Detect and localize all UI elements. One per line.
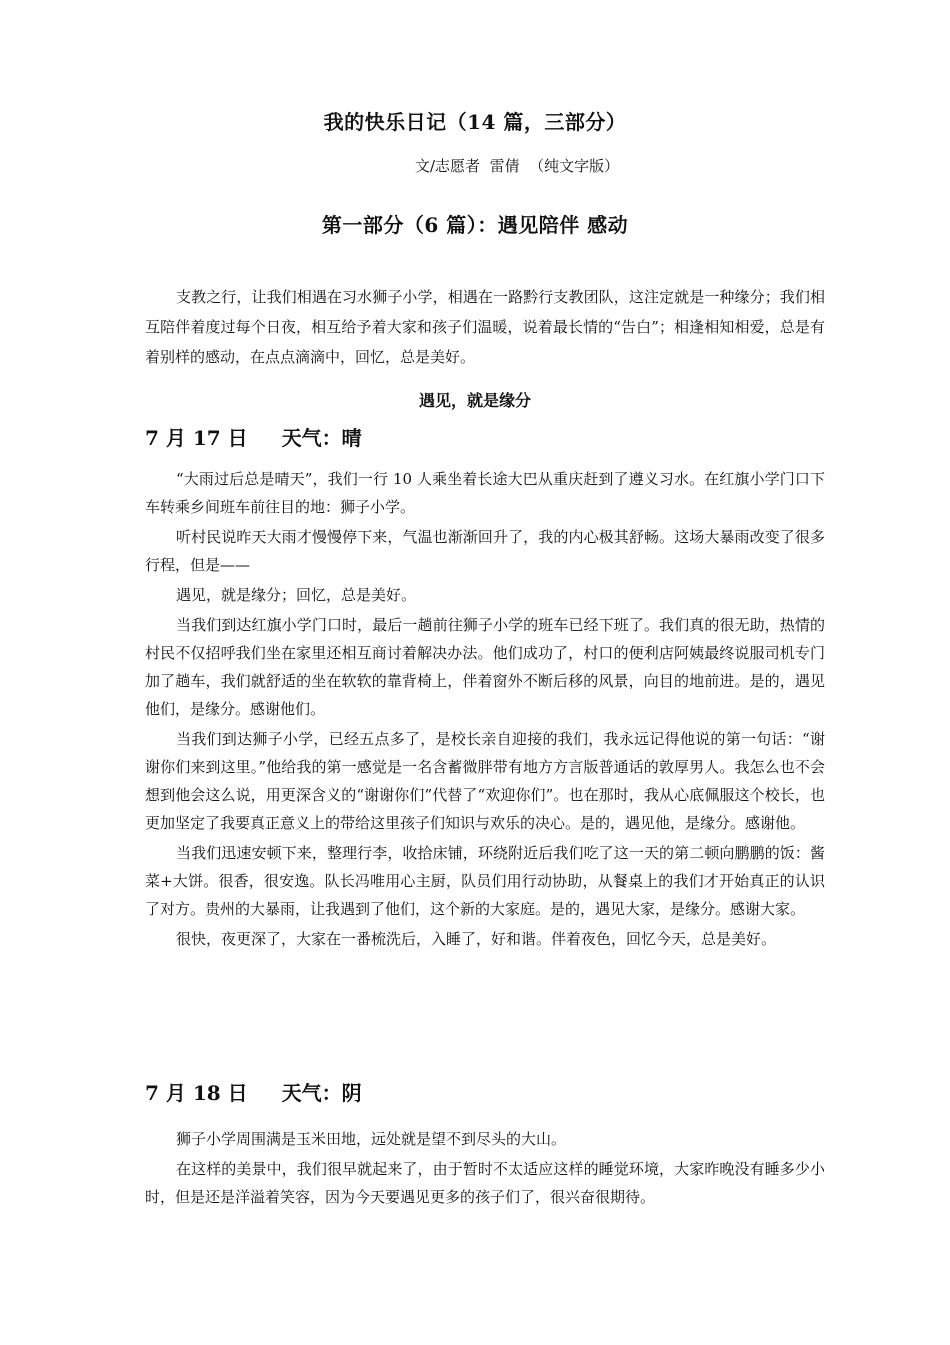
intro-block bbox=[145, 282, 825, 372]
paragraph: 听村民说昨天大雨才慢慢停下来，气温也渐渐回升了，我的内心极其舒畅。这场大暴雨改变了很多行程，但是—— bbox=[145, 528, 825, 574]
paragraph: 当我们迅速安顿下来，整理行李，收拾床铺，环绕附近后我们吃了这一天的第二顿向鹏鹏的饭：酱菜+大饼。很香，很安逸。队长冯唯用心主厨，队员们用行动协助，从餐桌上的我们才开始真正的认识了对方。贵州的大暴雨，让我遇到了他们，这个新的大家庭。是的，遇见大家，是缘分。感谢大家。 bbox=[145, 844, 825, 918]
day-heading-0717 bbox=[145, 422, 362, 451]
intro-paragraph: 支教之行，让我们相遇在习水狮子小学，相遇在一路黔行支教团队，这注定就是一种缘分；我们相互陪伴着度过每个日夜，相互给予着大家和孩子们温暖，说着最长情的“告白”；相逢相知相爱，总是有着别样的感动，在点点滴滴中，回忆，总是美好。 bbox=[145, 288, 825, 366]
paragraph: 狮子小学周围满是玉米田地，远处就是望不到尽头的大山。 bbox=[176, 1130, 567, 1148]
section-title: 遇见，就是缘分 bbox=[418, 391, 531, 410]
paragraph: “大雨过后总是晴天”，我们一行 10 人乘坐着长途大巴从重庆赶到了遵义习水。在红旗小学门口下车转乘乡间班车前往目的地：狮子小学。 bbox=[145, 470, 825, 516]
day-weather: 天气：阴 bbox=[281, 1081, 362, 1105]
day-date: 7 月 18 日 bbox=[145, 1081, 248, 1105]
paragraph: 很快，夜更深了，大家在一番梳洗后，入睡了，好和谐。伴着夜色，回忆今天，总是美好。 bbox=[176, 930, 777, 948]
day-date: 7 月 17 日 bbox=[145, 426, 248, 450]
paragraph: 当我们到达狮子小学，已经五点多了，是校长亲自迎接的我们，我永远记得他说的第一句话：“谢谢你们来到这里。”他给我的第一感觉是一名含蓄微胖带有地方方言版普通话的敦厚男人。我怎么也不会想到他会这么说，用更深含义的“谢谢你们”代替了“欢迎你们”。也在那时，我从心底佩服这个校长，也更加坚定了我要真正意义上的带给这里孩子们知识与欢乐的决心。是的，遇见他，是缘分。感谢他。 bbox=[145, 730, 825, 832]
paragraph: 遇见，就是缘分；回忆，总是美好。 bbox=[176, 586, 417, 604]
part-one-title: 第一部分（6 篇）：遇见陪伴 感动 bbox=[321, 213, 629, 237]
paragraph: 当我们到达红旗小学门口时，最后一趟前往狮子小学的班车已经下班了。我们真的很无助，热情的村民不仅招呼我们坐在家里还相互商讨着解决办法。他们成功了，村口的便利店阿姨最终说服司机专门加了趟车，我们就舒适的坐在软软的靠背椅上，伴着窗外不断后移的风景，向目的地前进。是的，遇见他们，是缘分。感谢他们。 bbox=[145, 616, 825, 718]
document-title: 我的快乐日记（14 篇，三部分） bbox=[323, 110, 627, 134]
day-body-0718 bbox=[145, 1125, 825, 1211]
day-heading-0718 bbox=[145, 1077, 362, 1106]
day-weather: 天气：晴 bbox=[281, 426, 362, 450]
day-body-0717 bbox=[145, 465, 825, 953]
paragraph: 在这样的美景中，我们很早就起来了，由于暂时不太适应这样的睡觉环境，大家昨晚没有睡多少小时，但是还是洋溢着笑容，因为今天要遇见更多的孩子们了，很兴奋很期待。 bbox=[145, 1160, 825, 1206]
byline: 文/志愿者 雷倩 （纯文字版） bbox=[415, 157, 620, 175]
